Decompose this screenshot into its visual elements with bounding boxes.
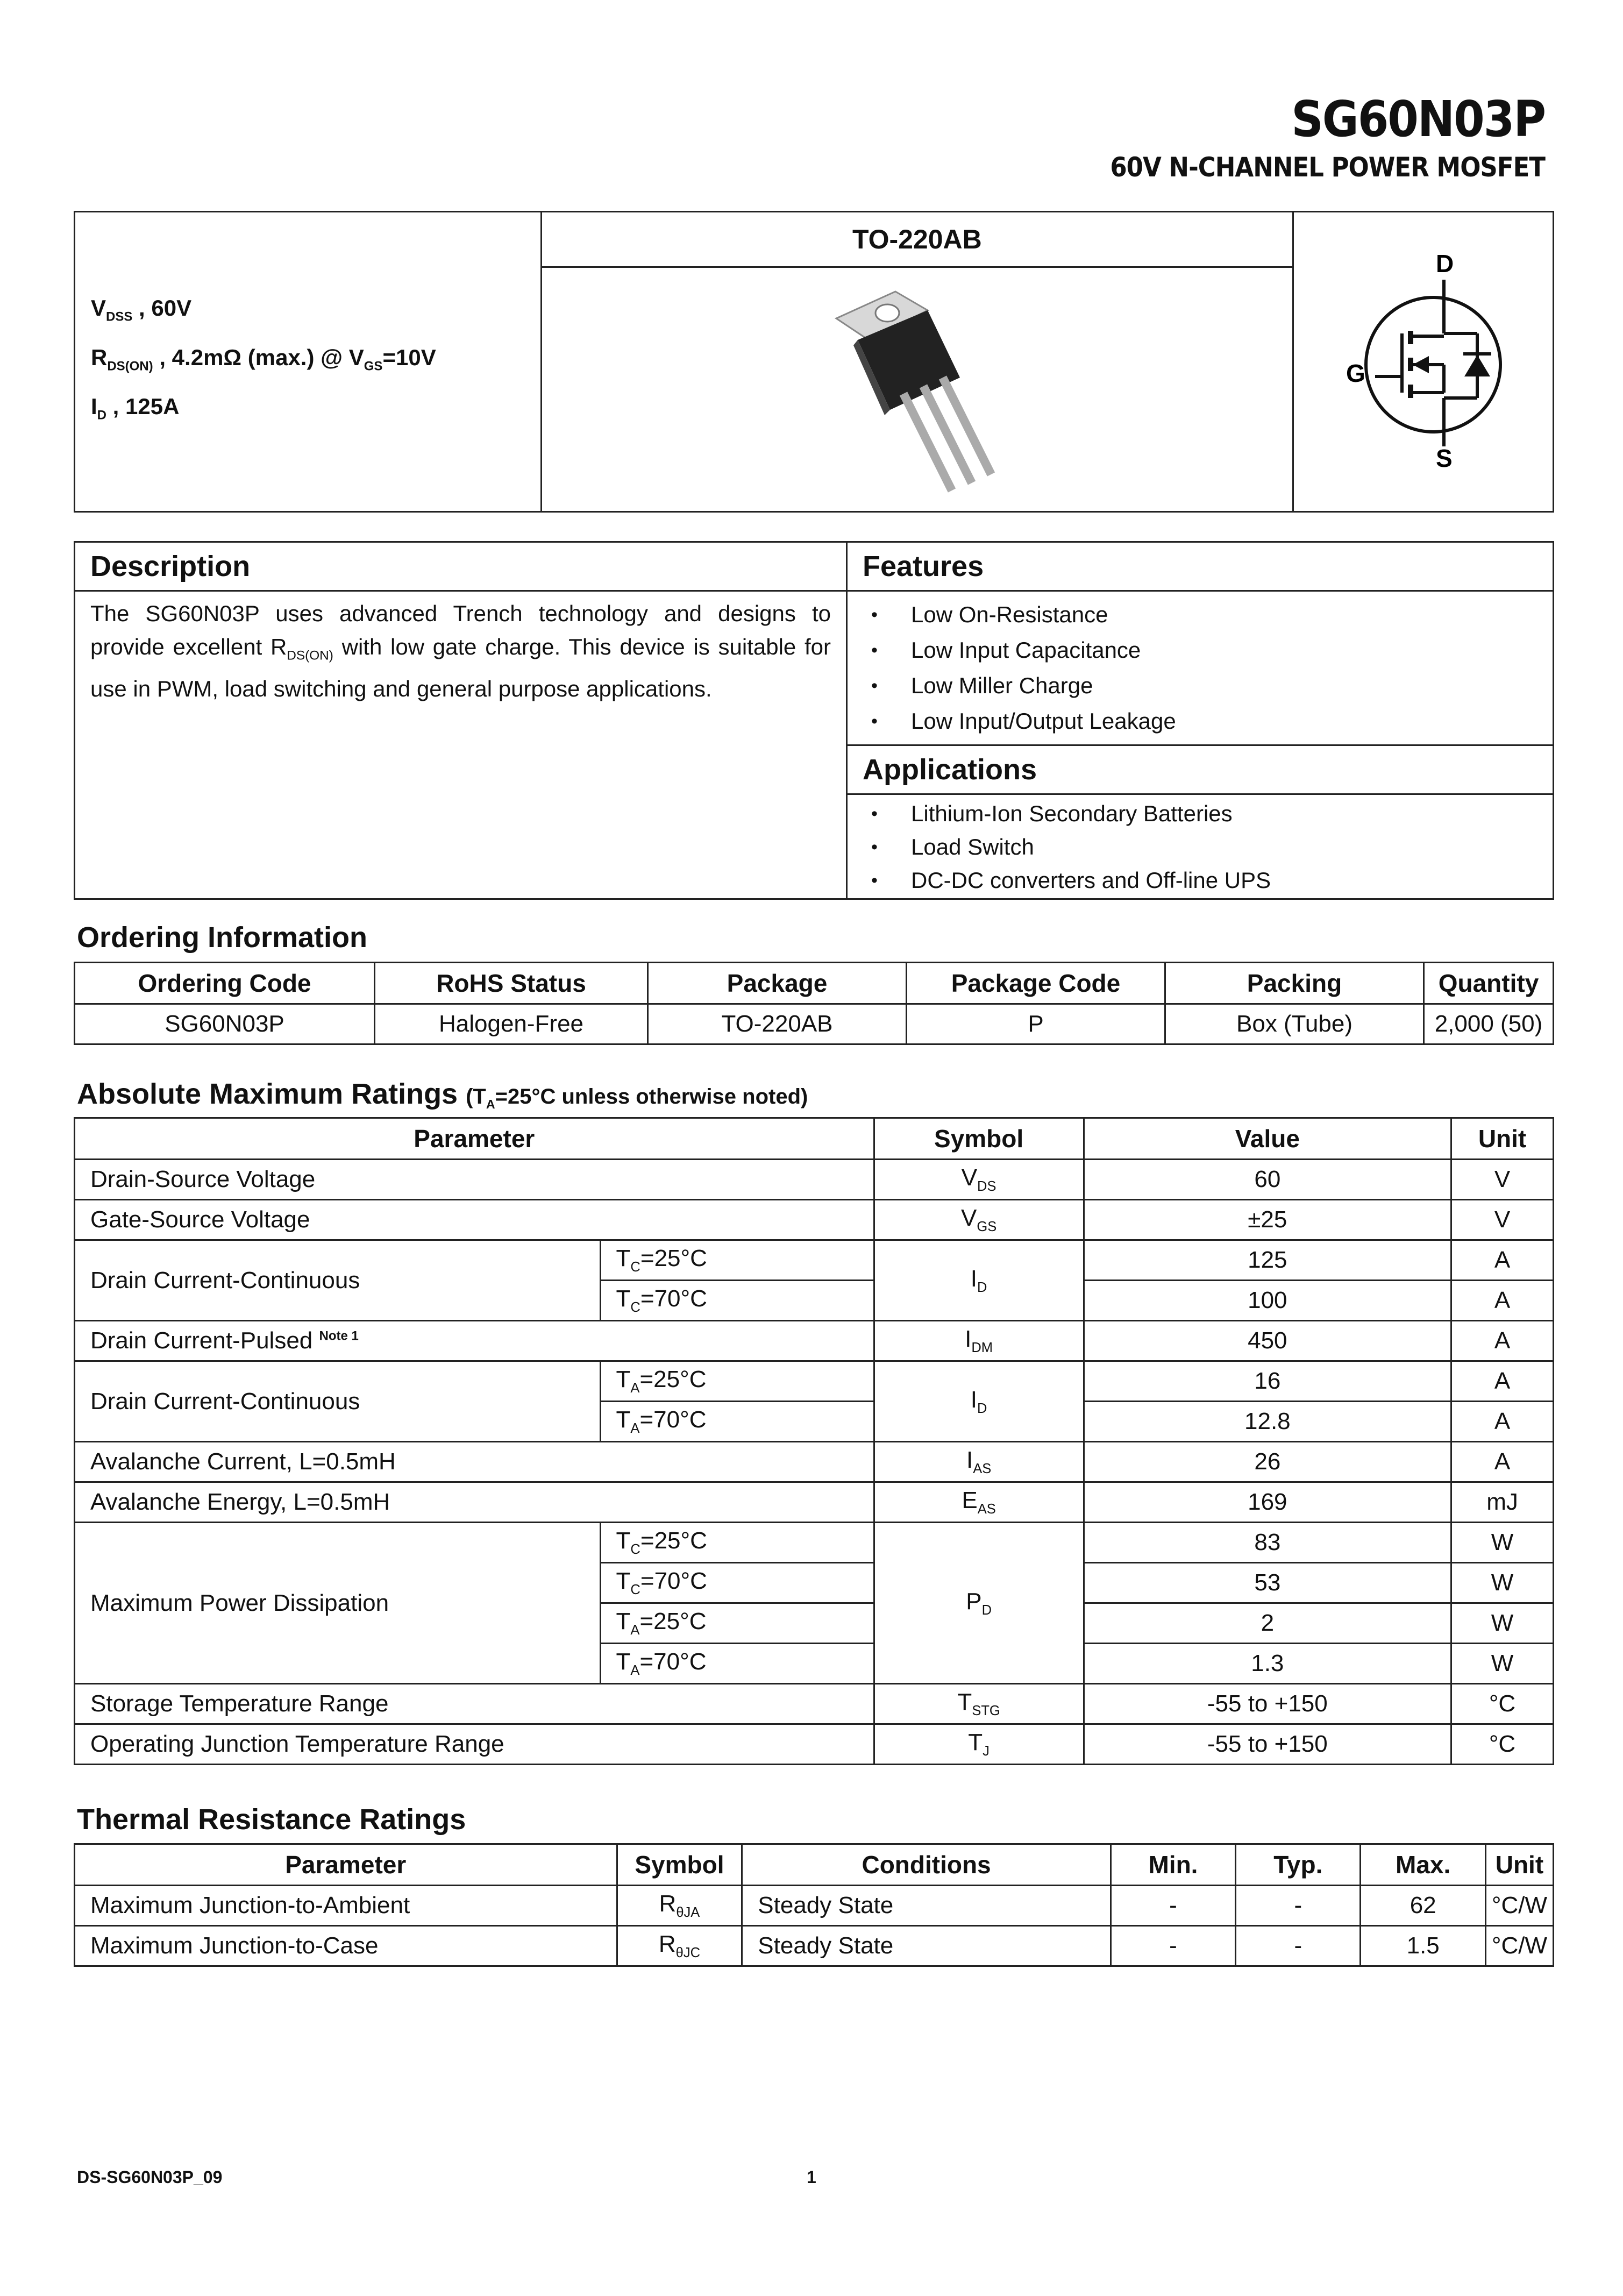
- table-row: [75, 1004, 1554, 1044]
- value-cell: 26: [1084, 1442, 1451, 1482]
- table-row: [75, 1321, 1554, 1361]
- unit-cell: V: [1451, 1160, 1554, 1200]
- footer-page-number: 1: [807, 2167, 816, 2187]
- param-cell: Storage Temperature Range: [75, 1684, 874, 1724]
- part-number-title: SG60N03P: [1291, 90, 1545, 148]
- unit-cell: °C: [1451, 1724, 1554, 1765]
- ordering-cell: P: [907, 1004, 1165, 1044]
- abs-max-header: Symbol: [874, 1118, 1084, 1160]
- feature-item: • Low Miller Charge: [848, 668, 1553, 703]
- value-cell: 2: [1084, 1603, 1451, 1644]
- thermal-header: Unit: [1485, 1844, 1553, 1886]
- value-cell: 125: [1084, 1240, 1451, 1281]
- value-cell: 12.8: [1084, 1402, 1451, 1442]
- value-cell: 100: [1084, 1281, 1451, 1321]
- package-image: [541, 267, 1293, 512]
- description-features-table: [74, 541, 1554, 900]
- max-cell: 62: [1361, 1886, 1485, 1926]
- package-title: TO-220AB: [541, 212, 1293, 267]
- features-title: Features: [847, 542, 1554, 591]
- abs-max-header: Value: [1084, 1118, 1451, 1160]
- param-cell: Avalanche Energy, L=0.5mH: [75, 1482, 874, 1523]
- spec-rdson: $R_{DS(ON)}$ , 4.2mΩ (max.) @ $V_{GS}=10V$: [91, 344, 436, 374]
- description-text: The SG60N03P uses advanced Trench technology and designs to provide excellent $R_{DS(ON)}$ with low gate charge. This device is suitable for use in PWM, load switching and general purpose applications.: [75, 591, 847, 899]
- spec-vdss: $V_{DSS}$ , 60V: [91, 295, 192, 324]
- feature-item: • Low Input/Output Leakage: [848, 703, 1553, 739]
- summary-box: [74, 211, 1554, 513]
- table-row: [75, 1160, 1554, 1200]
- table-row: [75, 1361, 1554, 1402]
- ordering-cell: 2,000 (50): [1424, 1004, 1554, 1044]
- abs-max-header: Parameter: [75, 1118, 874, 1160]
- to220-package-icon: [804, 281, 1030, 496]
- unit-cell: mJ: [1451, 1482, 1554, 1523]
- param-cell: Drain Current-Pulsed $^{Note 1}$: [75, 1321, 874, 1361]
- feature-item: • Low On-Resistance: [848, 597, 1553, 632]
- condition-cell: $T_A=25^\circ C$: [600, 1603, 874, 1644]
- table-row: [75, 1684, 1554, 1724]
- thermal-header: Parameter: [75, 1844, 617, 1886]
- condition-cell: $T_A=25^\circ C$: [600, 1361, 874, 1402]
- symbol-cell: $I_{AS}$: [874, 1442, 1084, 1482]
- symbol-label-s: S: [1435, 444, 1453, 472]
- value-cell: 1.3: [1084, 1644, 1451, 1684]
- table-row: [75, 1200, 1554, 1240]
- abs-max-table: [74, 1117, 1554, 1765]
- abs-max-title: Absolute Maximum Ratings ($T_A=25^\circ C$ unless otherwise noted): [77, 1078, 808, 1111]
- table-row: [75, 1523, 1554, 1563]
- table-row: [75, 1240, 1554, 1281]
- value-cell: 450: [1084, 1321, 1451, 1361]
- min-cell: -: [1111, 1926, 1235, 1966]
- abs-max-header: Unit: [1451, 1118, 1554, 1160]
- param-cell: Operating Junction Temperature Range: [75, 1724, 874, 1765]
- param-cell: Drain Current-Continuous: [75, 1240, 601, 1321]
- table-row: [75, 1926, 1554, 1966]
- max-cell: 1.5: [1361, 1926, 1485, 1966]
- param-cell: Drain Current-Continuous: [75, 1361, 601, 1442]
- symbol-cell: $T_{STG}$: [874, 1684, 1084, 1724]
- value-cell: -55 to +150: [1084, 1684, 1451, 1724]
- symbol-cell: $I_D$: [874, 1361, 1084, 1442]
- unit-cell: A: [1451, 1361, 1554, 1402]
- unit-cell: °C: [1451, 1684, 1554, 1724]
- symbol-cell: $P_D$: [874, 1523, 1084, 1684]
- part-subtitle: 60V N-CHANNEL POWER MOSFET: [1110, 152, 1545, 183]
- typ-cell: -: [1236, 1886, 1361, 1926]
- value-cell: ±25: [1084, 1200, 1451, 1240]
- param-cell: Avalanche Current, L=0.5mH: [75, 1442, 874, 1482]
- thermal-table: [74, 1843, 1554, 1967]
- ordering-header: Package Code: [907, 963, 1165, 1004]
- condition-cell: Steady State: [742, 1886, 1111, 1926]
- thermal-title: Thermal Resistance Ratings: [77, 1803, 466, 1836]
- unit-cell: °C/W: [1485, 1926, 1553, 1966]
- param-cell: Maximum Junction-to-Case: [75, 1926, 617, 1966]
- min-cell: -: [1111, 1886, 1235, 1926]
- description-title: Description: [75, 542, 847, 591]
- thermal-header: Min.: [1111, 1844, 1235, 1886]
- symbol-cell: $R_{\theta JA}$: [617, 1886, 742, 1926]
- table-row: [75, 1482, 1554, 1523]
- ordering-cell: Box (Tube): [1165, 1004, 1424, 1044]
- ordering-cell: TO-220AB: [648, 1004, 907, 1044]
- thermal-header: Conditions: [742, 1844, 1111, 1886]
- ordering-header: Package: [648, 963, 907, 1004]
- unit-cell: A: [1451, 1321, 1554, 1361]
- symbol-label-g: G: [1346, 359, 1365, 387]
- ordering-table: [74, 962, 1554, 1045]
- ordering-cell: Halogen-Free: [375, 1004, 648, 1044]
- condition-cell: $T_C=25^\circ C$: [600, 1523, 874, 1563]
- param-cell: Maximum Power Dissipation: [75, 1523, 601, 1684]
- unit-cell: W: [1451, 1523, 1554, 1563]
- param-cell: Maximum Junction-to-Ambient: [75, 1886, 617, 1926]
- ordering-header: Quantity: [1424, 963, 1554, 1004]
- ordering-header: Packing: [1165, 963, 1424, 1004]
- symbol-cell: $E_{AS}$: [874, 1482, 1084, 1523]
- unit-cell: W: [1451, 1603, 1554, 1644]
- symbol-cell: $T_J$: [874, 1724, 1084, 1765]
- unit-cell: A: [1451, 1442, 1554, 1482]
- value-cell: 83: [1084, 1523, 1451, 1563]
- ordering-cell: SG60N03P: [75, 1004, 375, 1044]
- unit-cell: V: [1451, 1200, 1554, 1240]
- condition-cell: $T_C=70^\circ C$: [600, 1563, 874, 1603]
- condition-cell: Steady State: [742, 1926, 1111, 1966]
- unit-cell: W: [1451, 1563, 1554, 1603]
- unit-cell: A: [1451, 1402, 1554, 1442]
- spec-id: $I_D$ , 125A: [91, 394, 180, 423]
- symbol-cell: $R_{\theta JC}$: [617, 1926, 742, 1966]
- ordering-title: Ordering Information: [77, 921, 367, 954]
- value-cell: 60: [1084, 1160, 1451, 1200]
- condition-cell: $T_A=70^\circ C$: [600, 1402, 874, 1442]
- param-cell: Gate-Source Voltage: [75, 1200, 874, 1240]
- mosfet-symbol-icon: [1343, 242, 1504, 479]
- unit-cell: W: [1451, 1644, 1554, 1684]
- ordering-header: RoHS Status: [375, 963, 648, 1004]
- unit-cell: °C/W: [1485, 1886, 1553, 1926]
- application-item: • Lithium-Ion Secondary Batteries: [848, 797, 1553, 830]
- feature-item: • Low Input Capacitance: [848, 632, 1553, 668]
- unit-cell: A: [1451, 1281, 1554, 1321]
- features-list: [847, 591, 1554, 745]
- value-cell: 169: [1084, 1482, 1451, 1523]
- table-row: [75, 1886, 1554, 1926]
- mosfet-symbol: [1293, 212, 1554, 512]
- key-specs: [75, 212, 542, 512]
- table-row: [75, 1724, 1554, 1765]
- applications-title: Applications: [847, 745, 1554, 794]
- symbol-cell: $V_{DS}$: [874, 1160, 1084, 1200]
- symbol-cell: $V_{GS}$: [874, 1200, 1084, 1240]
- application-item: • DC-DC converters and Off-line UPS: [848, 864, 1553, 897]
- application-item: • Load Switch: [848, 830, 1553, 864]
- unit-cell: A: [1451, 1240, 1554, 1281]
- condition-cell: $T_A=70^\circ C$: [600, 1644, 874, 1684]
- footer-doc-id: DS-SG60N03P_09: [77, 2167, 223, 2187]
- value-cell: 53: [1084, 1563, 1451, 1603]
- ordering-header: Ordering Code: [75, 963, 375, 1004]
- thermal-header: Symbol: [617, 1844, 742, 1886]
- symbol-label-d: D: [1435, 250, 1454, 278]
- value-cell: 16: [1084, 1361, 1451, 1402]
- condition-cell: $T_C=25^\circ C$: [600, 1240, 874, 1281]
- param-cell: Drain-Source Voltage: [75, 1160, 874, 1200]
- symbol-cell: $I_D$: [874, 1240, 1084, 1321]
- condition-cell: $T_C=70^\circ C$: [600, 1281, 874, 1321]
- thermal-header: Max.: [1361, 1844, 1485, 1886]
- table-row: [75, 1442, 1554, 1482]
- value-cell: -55 to +150: [1084, 1724, 1451, 1765]
- applications-list: [847, 794, 1554, 899]
- typ-cell: -: [1236, 1926, 1361, 1966]
- symbol-cell: $I_{DM}$: [874, 1321, 1084, 1361]
- thermal-header: Typ.: [1236, 1844, 1361, 1886]
